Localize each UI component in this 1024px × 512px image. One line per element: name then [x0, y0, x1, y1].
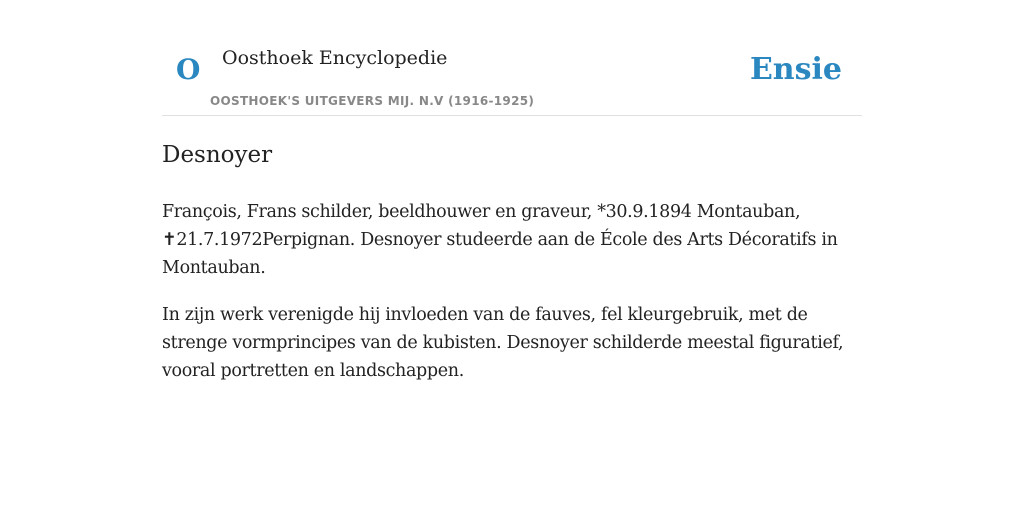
article-paragraph: In zijn werk verenigde hij invloeden van de fauves, fel kleurgebruik, met de strenge vormprincipes van de kubisten. Desnoyer schilderde meestal figuratief, vooral portretten en landschappen. — [162, 305, 844, 381]
article — [162, 116, 862, 385]
publisher-subtitle: OOSTHOEK'S UITGEVERS MIJ. N.V (1916-1925) — [210, 94, 535, 108]
site-title-link[interactable]: Oosthoek Encyclopedie — [222, 47, 448, 69]
article-title: Desnoyer — [162, 142, 273, 168]
page — [162, 0, 862, 404]
ensie-brand-link[interactable]: Ensie — [749, 52, 842, 87]
article-paragraph: François, Frans schilder, beeldhouwer en graveur, *30.9.1894 Montauban, ✝21.7.1972Perpignan. Desnoyer studeerde aan de École des Arts Décoratifs in Montauban. — [162, 202, 838, 278]
site-header — [162, 0, 862, 116]
site-logo[interactable]: O — [176, 53, 201, 86]
